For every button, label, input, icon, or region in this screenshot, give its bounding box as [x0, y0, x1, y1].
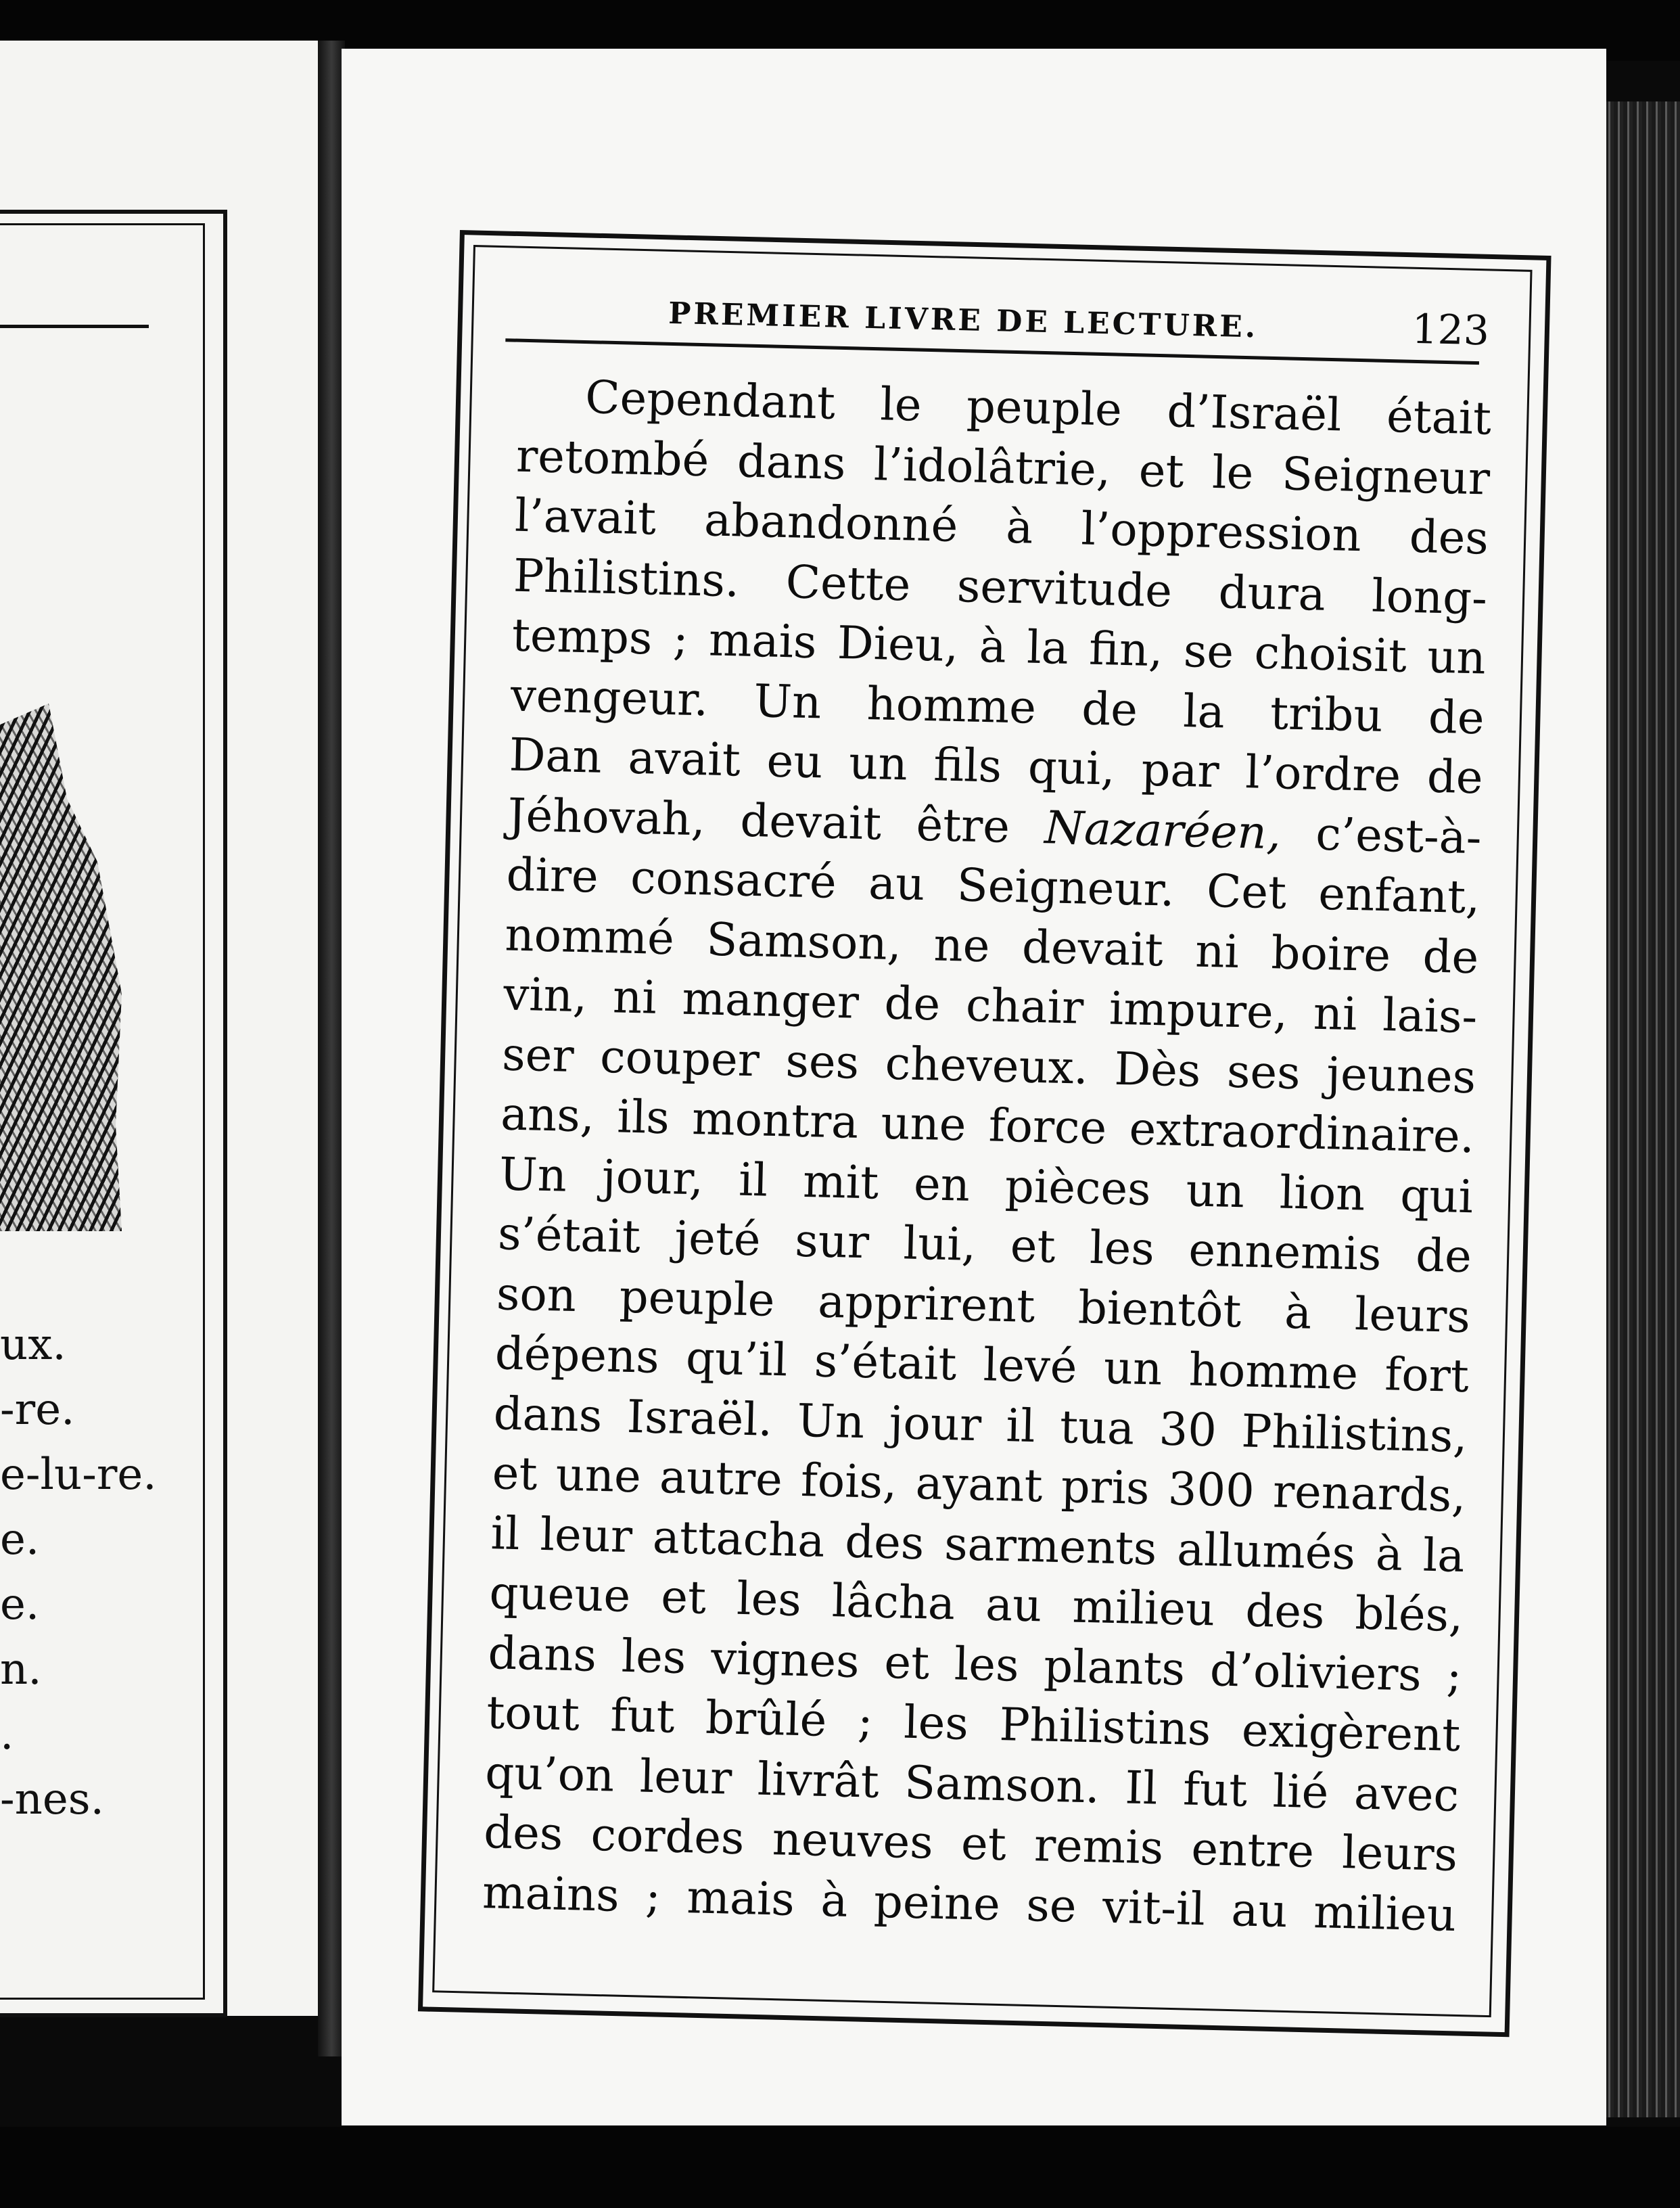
page-number: 123 — [1411, 305, 1490, 355]
left-line: e. — [0, 1580, 40, 1630]
left-page-head-rule — [0, 325, 149, 328]
left-line: ux. — [0, 1320, 66, 1370]
text-line: Cependant le peuple d’Israël était — [584, 371, 1492, 445]
left-line: -nes. — [0, 1774, 104, 1824]
text-line: Philistins. Cette servitude dura long- — [513, 549, 1488, 624]
body-text — [482, 366, 1492, 1945]
text-line: dire consacré au Seigneur. Cet enfant, — [505, 848, 1481, 924]
text-line: Un jour, il mit en pièces un lion qui — [498, 1147, 1474, 1223]
left-page — [0, 41, 323, 2016]
text-line: son peuple apprirent bientôt à leurs — [496, 1266, 1471, 1343]
scan-background-bottom — [0, 2127, 1680, 2208]
text-line: retombé dans l’idolâtrie, et le Seigneur — [515, 429, 1491, 505]
text-line: Dan avait eu un fils qui, par l’ordre de — [508, 728, 1484, 804]
left-line: n. — [0, 1644, 42, 1695]
text-line: temps ; mais Dieu, à la fin, se choisit un — [511, 608, 1487, 685]
text-line: l’avait abandonné à l’oppression des — [514, 488, 1489, 565]
text-line: ans, ils montra une force extraordinaire. — [500, 1087, 1475, 1164]
text-line: dans Israël. Un jour il tua 30 Philistins, — [493, 1386, 1468, 1463]
left-line: -re. — [0, 1385, 75, 1435]
text-line-end: c’est-à- — [1315, 807, 1483, 864]
text-line: ser couper ses cheveux. Dès ses jeunes — [501, 1027, 1477, 1103]
left-line: e. — [0, 1515, 40, 1565]
page-content — [461, 264, 1501, 1992]
left-line: . — [0, 1709, 14, 1760]
left-page-text — [0, 1312, 203, 1832]
book-spine — [318, 41, 345, 2056]
text-line: dépens qu’il s’était levé un homme fort — [494, 1327, 1470, 1403]
text-line: vin, ni manger de chair impure, ni lais- — [503, 967, 1478, 1044]
running-title: PREMIER LIVRE DE LECTURE. — [668, 296, 1259, 345]
text-line: et une autre fois, ayant pris 300 renards, — [491, 1446, 1467, 1523]
text-line: mains ; mais à peine se vit-il au milieu — [482, 1865, 1457, 1941]
italic-word: Nazaréen, — [1044, 800, 1282, 859]
text-line: queue et les lâcha au milieu des blés, — [488, 1566, 1464, 1642]
text-line: il leur attacha des sarments allumés à la — [490, 1506, 1466, 1582]
text-line: nommé Samson, ne devait ni boire de — [504, 907, 1480, 984]
text-line: s’était jeté sur lui, et les ennemis de — [497, 1207, 1472, 1283]
text-line: vengeur. Un homme de la tribu de — [510, 668, 1485, 744]
text-line: tout fut brûlé ; les Philistins exigèrent — [486, 1686, 1462, 1762]
text-line: dans les vignes et les plants d’oliviers ; — [487, 1626, 1463, 1702]
left-line: e-lu-re. — [0, 1450, 157, 1500]
text-line: qu’on leur livrât Samson. Il fut lié avec — [484, 1745, 1460, 1822]
text-line-start: Jéhovah, devait être — [507, 787, 1010, 853]
text-line: des cordes neuves et remis entre leurs — [483, 1806, 1458, 1881]
